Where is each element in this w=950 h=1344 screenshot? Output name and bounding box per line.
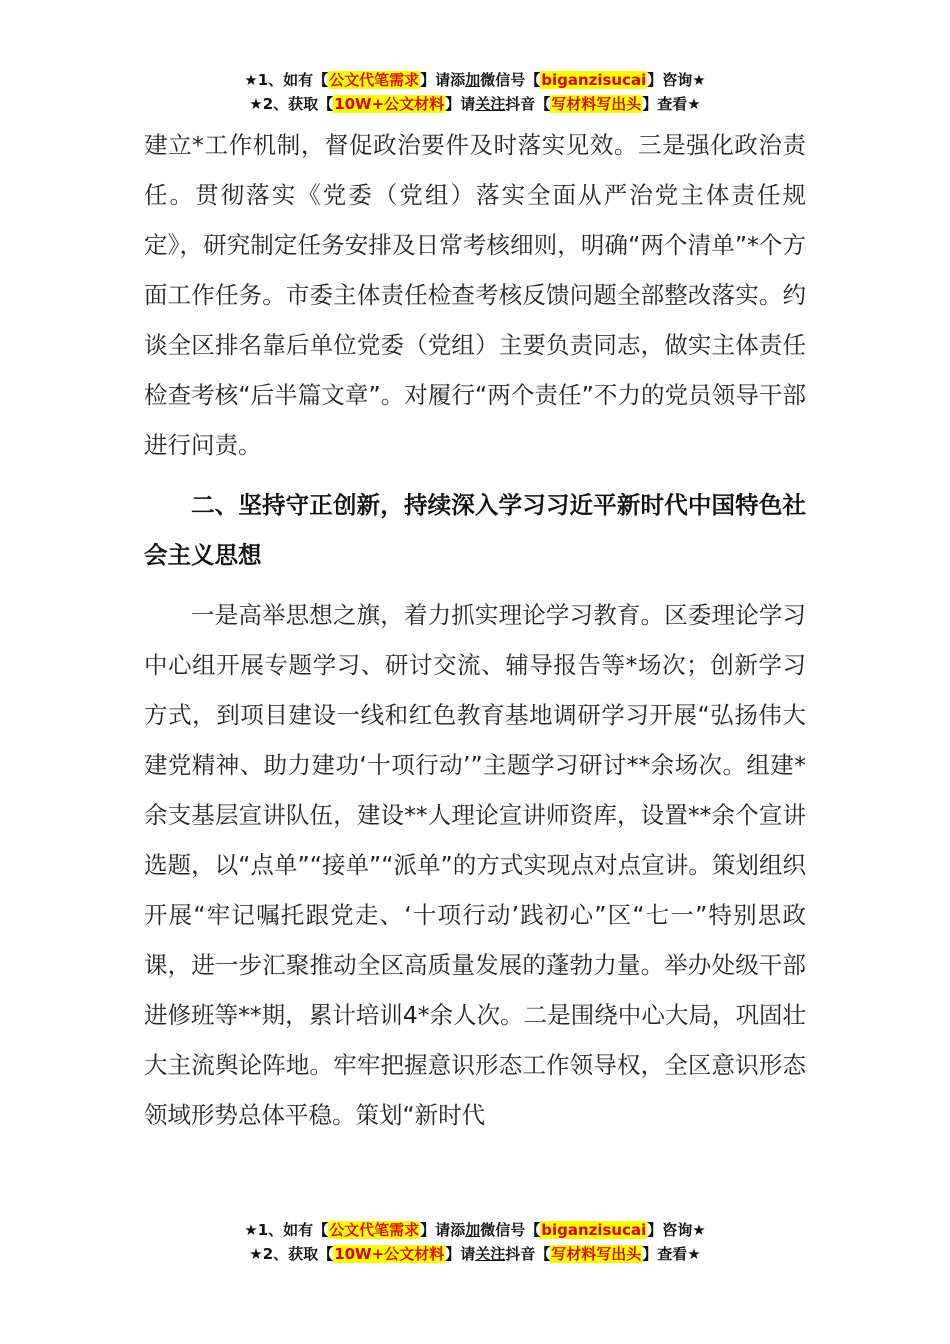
banner-text: 】请 xyxy=(445,1245,476,1263)
document-body xyxy=(144,120,806,1140)
banner-line-1 xyxy=(0,68,950,92)
banner-text: 抖音【 xyxy=(505,1245,551,1263)
footer-banner xyxy=(0,1218,950,1266)
banner-wechat-id: biganzisucai xyxy=(541,71,647,89)
banner-douyin-id: 写材料写出头 xyxy=(551,1245,642,1263)
header-banner xyxy=(0,68,950,116)
banner-text: ★2、获取【 xyxy=(249,1245,334,1263)
banner-highlight: 公文代笔需求 xyxy=(329,71,420,89)
banner-text: 微信号【 xyxy=(480,1221,541,1239)
banner-wechat-id: biganzisucai xyxy=(541,1221,647,1239)
banner-highlight: 公文代笔需求 xyxy=(329,1221,420,1239)
banner-line-1 xyxy=(0,1218,950,1242)
banner-underline: 加 xyxy=(465,71,481,89)
banner-line-2 xyxy=(0,1242,950,1266)
section-heading: 二、坚持守正创新，持续深入学习习近平新时代中国特色社会主义思想 xyxy=(144,491,806,569)
banner-text: ★2、获取【 xyxy=(249,95,334,113)
body-paragraph: 一是高举思想之旗，着力抓实理论学习教育。区委理论学习中心组开展专题学习、研讨交流、辅导报告等*场次；创新学习方式，到项目建设一线和红色教育基地调研学习开展“弘扬伟大建党精神、助力建功‘十项行动’”主题学习研讨**余场次。组建*余支基层宣讲队伍，建设**人理论宣讲师资库，设置**余个宣讲选题，以“点单”“接单”“派单”的方式实现点对点宣讲。策划组织开展“牢记嘱托跟党走、‘十项行动’践初心”区“七一”特别思政课，进一步汇聚推动全区高质量发展的蓬勃力量。举办处级干部进修班等**期，累计培训4*余人次。二是围绕中心大局，巩固壮大主流舆论阵地。牢牢把握意识形态工作领导权，全区意识形态领域形势总体平稳。策划“新时代 xyxy=(144,601,806,1129)
banner-text: 】请添 xyxy=(420,1221,466,1239)
banner-text: 】请添 xyxy=(420,71,466,89)
banner-line-2 xyxy=(0,92,950,116)
banner-text: ★1、如有【 xyxy=(244,1221,329,1239)
banner-text: 】咨询★ xyxy=(647,71,706,89)
banner-underline: 加 xyxy=(465,1221,481,1239)
banner-text: 】咨询★ xyxy=(647,1221,706,1239)
banner-highlight: 10W+公文材料 xyxy=(334,95,445,113)
body-paragraph: 建立*工作机制，督促政治要件及时落实见效。三是强化政治责任。贯彻落实《党委（党组）落实全面从严治党主体责任规定》，研究制定任务安排及日常考核细则，明确“两个清单”*个方面工作任务。市委主体责任检查考核反馈问题全部整改落实。约谈全区排名靠后单位党委（党组）主要负责同志，做实主体责任检查考核“后半篇文章”。对履行“两个责任”不力的党员领导干部进行问责。 xyxy=(144,131,806,459)
banner-douyin-id: 写材料写出头 xyxy=(551,95,642,113)
banner-text: 】查看★ xyxy=(642,95,701,113)
banner-text: 】查看★ xyxy=(642,1245,701,1263)
banner-text: 】请 xyxy=(445,95,476,113)
banner-highlight: 10W+公文材料 xyxy=(334,1245,445,1263)
banner-underline: 关注 xyxy=(475,1245,506,1263)
banner-text: 微信号【 xyxy=(480,71,541,89)
banner-underline: 关注 xyxy=(475,95,506,113)
banner-text: ★1、如有【 xyxy=(244,71,329,89)
banner-text: 抖音【 xyxy=(505,95,551,113)
